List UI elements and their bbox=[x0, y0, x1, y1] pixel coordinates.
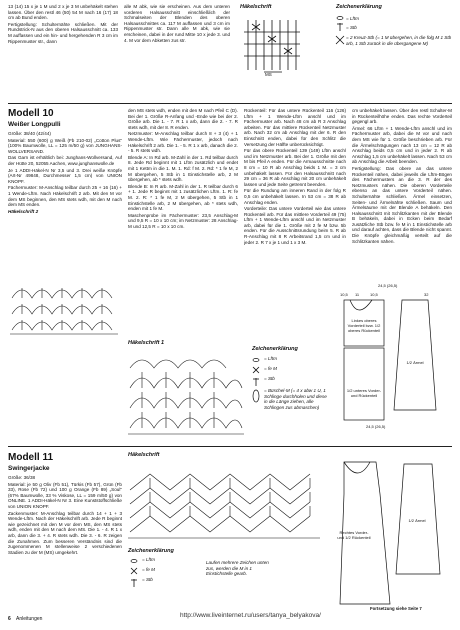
m11-legend-1: = Lftm bbox=[142, 557, 155, 562]
top-legend-title: Zeichenerklärung bbox=[336, 4, 382, 10]
top-chart-title: Häkelschrift bbox=[240, 4, 272, 10]
m10c1-chart2-title: Häkelschrift 2 bbox=[8, 208, 39, 214]
m11-sch-part2: 1/2 Ärmel bbox=[408, 518, 426, 523]
m10-sch-label-4: 32 bbox=[424, 292, 429, 297]
m10c3-p2: Für die Rundung am inneren Rand in der folg R 0,5 cm unbehäkelt lassen. In 53 cm = 38 R ab Anschlag enden. bbox=[244, 188, 346, 205]
m11c1-p0: Größe: 36/38 bbox=[8, 475, 36, 480]
m10c4-p0: cm unbehäkelt lassen. Über den restl Schulter-M in Rückenteilhöhe enden. Das rechte Vorderteil gegengl arb. bbox=[352, 108, 452, 125]
m10c1-p2: Das Garn ist erhältlich bei: Junghans-Wollversand, Auf der Hütte 20, 52055 Aachen, www.junghanswolle.de bbox=[8, 155, 122, 166]
top-col1-p2: Fertigstellung: Schulternähte schließen. Mit der Rundstrick-N aus den oberen Halsausschnitt ca. 133 M auffassen und ein hin- und hergehenden R 3 cm im Rippenmuster str., dann bbox=[8, 21, 118, 44]
m10-sch-label-3: 24,5 (26,5) bbox=[378, 283, 398, 288]
m10c3-p3: Vorderteile: Das untere Vorderteil wie das untere Rückenteil arb. Für das mittlere Vorderteil 49 (75) Lftm + 1 Wende-Lftm anschl und im Netzmuster arb, dabei für die 1. Größe mit 2 fe M bzw. 5b enden. Für die Ausschnittsrundung beim 5. R ab R-Anschlag mit 8 R Arbeitsrand 1,5 cm und in jeder 2. R 7 x je 1 und 1 x 3 M. bbox=[244, 206, 346, 245]
model10-subtitle: Weißer Longpulli bbox=[8, 121, 61, 128]
top-crochet-chart bbox=[242, 14, 302, 76]
m10-legend-4: = Büschel-M (= 4 x abw 1 U, 1 Schlinge durchholen und diese in die Länge ziehen, alle Schlingen zus abmaschen) bbox=[264, 388, 327, 410]
top-col2-p1: alle M abk, wie sie erscheinen. Aus dem unteren vorderen Halsausschnitt einschließlich der Schmalseiten der Blenden des oberen Halsausschnittes ca. 117 M auffassen und 3 cm im Rippenmuster str. Dann alle M abk, wie sie erscheinen, dabei in der rund Mitte 10 x jede 3. und 4. M vor dem Abketten zus str. bbox=[124, 4, 230, 43]
m10c2-p0: den MS stets wdh, enden mit den M nach Pfeil C (D). Bei der 1. Größe R-Anfang und -Ende wie bei der 2. Größe arb. Die 1. - 7. R 1 x arb, dann die 2. - 7. R stets wdh, mit der 8. R enden. bbox=[128, 108, 238, 130]
page-number: 6 bbox=[8, 616, 11, 622]
model11-title: Modell 11 bbox=[8, 452, 54, 463]
m11-legend-3: = Stb bbox=[142, 577, 153, 582]
m10c3-p1: Für das obere Rückenteil 139 (149) Lftm anschl und im Netzmuster arb. Bei der 1. Größe mit den M bis Pfeil A enden. Für die Armausschnitte nach 8 cm = 10 R ab Anschlag beids 1 M. = 3 cm unbehäkelt lassen. Für den Halsausschnitt nach 29 cm = 36 R ab Anschlag mit 20 cm unbehäkelt lassen und jede Seite getrennt beenden. bbox=[244, 148, 346, 187]
m11c1-p2: Zackenmuster: M-Anschlag teilbar durch 14 + 1 + 3 Wende-Lftm. Nach der Häkelschrift arb. Jede R beginnt wie gezeichnet mit den M vor dem MS, den MS stets wdh, enden mit den M nach dem MS. Die 1. - 4. R 1 x arb, dann die 3. + 4. R stets wdh. Die 3. - 6. R zeigen die Zunahmen. Zum besseren Verständnis sind die zugenommenen M stellenweise 2 verschiedenen Stadien zu der M (MS) umgekehrt. bbox=[8, 510, 122, 555]
m11-crochet-chart bbox=[126, 462, 322, 544]
m11-sch-part1: Rechtes Vorder- und 1/2 Rückenteil bbox=[337, 530, 371, 540]
model10-col-3 bbox=[244, 108, 346, 290]
top-col1-p1: 13 (14) 15 x je 1 M und 2 x je 3 M unbehäkelt stehen lassen. Über den restl 46 (50) 54 M nach 16 (17) 18 cm ab Bund enden. bbox=[8, 4, 118, 21]
m11-note: Laufen mehrere Zeichen unten zus, werden die M in 1 Einstichstelle gearb. bbox=[206, 560, 269, 577]
m11-sch-continued: Fortsetzung siehe Seite 7 bbox=[370, 606, 422, 611]
m10-legend-title: Zeichenerklärung bbox=[252, 346, 298, 352]
footer-section: Anleitungen bbox=[16, 616, 43, 622]
m10c1-p1: Material: 550 (600) g Weiß (Fb 210-02) „Cotton Plus" (100% Baumwolle, LL = 125 m/50 g) von JUNGHANS-WOLLVERSAND. bbox=[8, 137, 122, 154]
chart2-crochet bbox=[8, 270, 126, 338]
footer-watermark: http://www.liveinternet.ru/users/tanya_belyakova/ bbox=[180, 612, 321, 619]
m11-legend-symbols bbox=[128, 557, 140, 587]
m10c1-p0: Größe: 38/40 (42/44) bbox=[8, 131, 51, 136]
model11-col-1 bbox=[8, 475, 122, 613]
top-col-2 bbox=[124, 4, 230, 102]
m10-sch-part2: 1/2 unteres Vorder- und Rückenteil bbox=[346, 388, 382, 398]
m10c2-p3: Blende B: In R arb. M-Zahl in der 1. R teilbar durch 6 + 1. Jede R beginnt mit 1 zusätzlichen Lftm. 1. R: fe M. 2. R: * 1 fe M, 2 M übergehen, 5 Stb in 1 Einstichstelle arb, 2 M übergehen, ab * stets wdh, enden mit 1 fe M. bbox=[128, 183, 238, 212]
m10c4-p2: Fertigstellung: Das obere an das untere Rückenteil nähen, dabei jeweils die Lftm-Bögen des Fächermusters an die 3. R der des Netzmusters nähen. Die oberen Vorderteile ebenso an das untere Vorderteil nähen. Schulternähte schließen. Ärmel einsetzen, Seiten- und Ärmelnähte schließen. Saum und Ärmelsäume mit der Blende A behäkeln. Den Halsausschnitt mit Schlitzkanten mit der Blende B behäkeln, dabei in Ecken beim Bedarf zusätzliche Stb bzw. fe M in 1 Einstichstelle arb und darauf achten, dass die Blende nicht spannt. Die Knöpfe gleichmäßig verteilt auf die Schlitzkanten nähen. bbox=[352, 165, 452, 244]
m10-sch-bottom: 24,5 (26,5) bbox=[366, 424, 386, 429]
top-legend-3: = 2 Kreuz-Stb (= 1 M übergehen, in die folg M 1 Stb arb, 1 Stb zurück in die übergangene M) bbox=[346, 35, 452, 46]
m10c4-p1: Ärmel: 66 Lftm + 1 Wende-Lftm anschl und im Fächermuster arb, dabei die M vor und nach dem MS wie für 1. Größe beschrieben arb. Für die Ärmelschrägungen nach 13 cm = 12 R ab Anschlag beids 0,5 cm und in jeder 2. R ab Anschlag 1,5 cm unbehäkelt lassen. Nach 53 cm ab Anschlag die Arbeit beenden. bbox=[352, 125, 452, 165]
m11-chart-title: Häkelschrift bbox=[128, 452, 160, 458]
model10-title: Modell 10 bbox=[8, 108, 54, 119]
top-col-1 bbox=[8, 4, 118, 102]
m11-legend-title: Zeichenerklärung bbox=[128, 548, 174, 554]
chart1-crochet bbox=[126, 350, 246, 438]
m10-legend-2: = fe M bbox=[264, 366, 277, 371]
m10c2-p2: Blende A: In Rd arb. M-Zahl in der 1. Rd teilbar durch 8. Jede Rd beginnt mit 1 Lftm zusätzlich und endet mit 1 Kettm in die 1. M. 1. Rd: f M. 2. Rd: * 1 fe M, 2 M übergehen, 5 Stb in 1 Einstichstelle arb, 2 M übergehen, ab * stets wdh. bbox=[128, 154, 238, 183]
m10c2-p4: Maschenprobe im Fächermuster: 23,5 Anschlag-M und 9,5 R = 10 x 10 cm; im Netzmuster: 28 Anschlag-M und 12,5 R = 10 x 10 cm. bbox=[128, 212, 238, 229]
m10-legend-1: = Lftm bbox=[264, 356, 277, 361]
m10-sch-part1: Linkes oberes Vorderteil bzw. 1/2 oberes Rückenteil bbox=[347, 318, 381, 333]
m10c2-p1: Netzmuster: M-Anschlag teilbar durch 8 + 3 (4) + 1 Wende-Lftm. Wie Fächermuster, jedoch nach Häkelschrift 2 arb. Die 1. - 5. R 1 x arb, danach die 2. - 5. R stets wdh. bbox=[128, 131, 238, 154]
top-legend-symbols bbox=[334, 14, 346, 58]
m10-legend-symbols bbox=[250, 356, 262, 406]
m10-sch-label-2: 10,5 bbox=[370, 292, 378, 297]
chart1-title: Häkelschrift 1 bbox=[128, 340, 165, 346]
m10-sch-label-0: 10,5 bbox=[340, 292, 348, 297]
divider-middle bbox=[8, 446, 452, 447]
top-legend-1: = Lftm bbox=[346, 16, 359, 21]
divider-top bbox=[8, 103, 452, 104]
model11-subtitle: Swingerjacke bbox=[8, 465, 50, 472]
model10-col-4 bbox=[352, 108, 452, 290]
m11-legend-2: = fe M bbox=[142, 567, 155, 572]
top-legend-2: = Stb bbox=[346, 25, 357, 30]
m10-sch-label-1: 11 bbox=[355, 292, 360, 297]
m11c1-p1: Material: je 50 g Oliv (Fb 51), Türkis (Fb 57), Grün (Fb 33), Rose (Fb 72) und 100 g Orange (Fb 89) „Soul" (67% Baumwolle, 33 % Viskose, LL = 159 m/50 g) von ONLINE. 1 ADDI-Häkel-N Nr 3. Eine Kunststoffschließe von UNION KNOPF. bbox=[8, 481, 122, 509]
m10c1-p3: Je 1 ADDI-Häkel-N Nr 3,5 und 3. Drei weiße Knöpfe (Art-Nr 49848, Durchmesser 1,5 cm) von UNION KNOPF. bbox=[8, 167, 122, 184]
m10-legend-3: = Stb bbox=[264, 376, 275, 381]
top-ms-label: MS bbox=[265, 72, 272, 77]
m10-sch-part3: 1/2 Ärmel bbox=[406, 360, 424, 365]
m10-schematic bbox=[336, 290, 456, 430]
model10-col-2 bbox=[128, 108, 238, 338]
m10c1-p4: Fächermuster: M-Anschlag teilbar durch 25 + 16 (16) + 1 Wende-Lftm. Nach Häkelschrift 2 arb. Mit den M vor dem MS beginnen, den MS stets wdh, mit den M nach dem MS enden. bbox=[8, 185, 122, 208]
m10c3-p0: Rückenteil: Für das untere Rückenteil 116 (126) Lftm + 1 Wende-Lftm anschl und im Fächermuster arb. Nach 48 cm ab R 3 Anschlag arbeiten. Für das mittlere Rückenteil Netzmuster arb. Nach 32 cm ab Anschlag mit der 6. R den Einschnitt enden, dabei für den Schlitz die Versetzung der Hälfte unberücksichtigt. bbox=[244, 108, 346, 147]
